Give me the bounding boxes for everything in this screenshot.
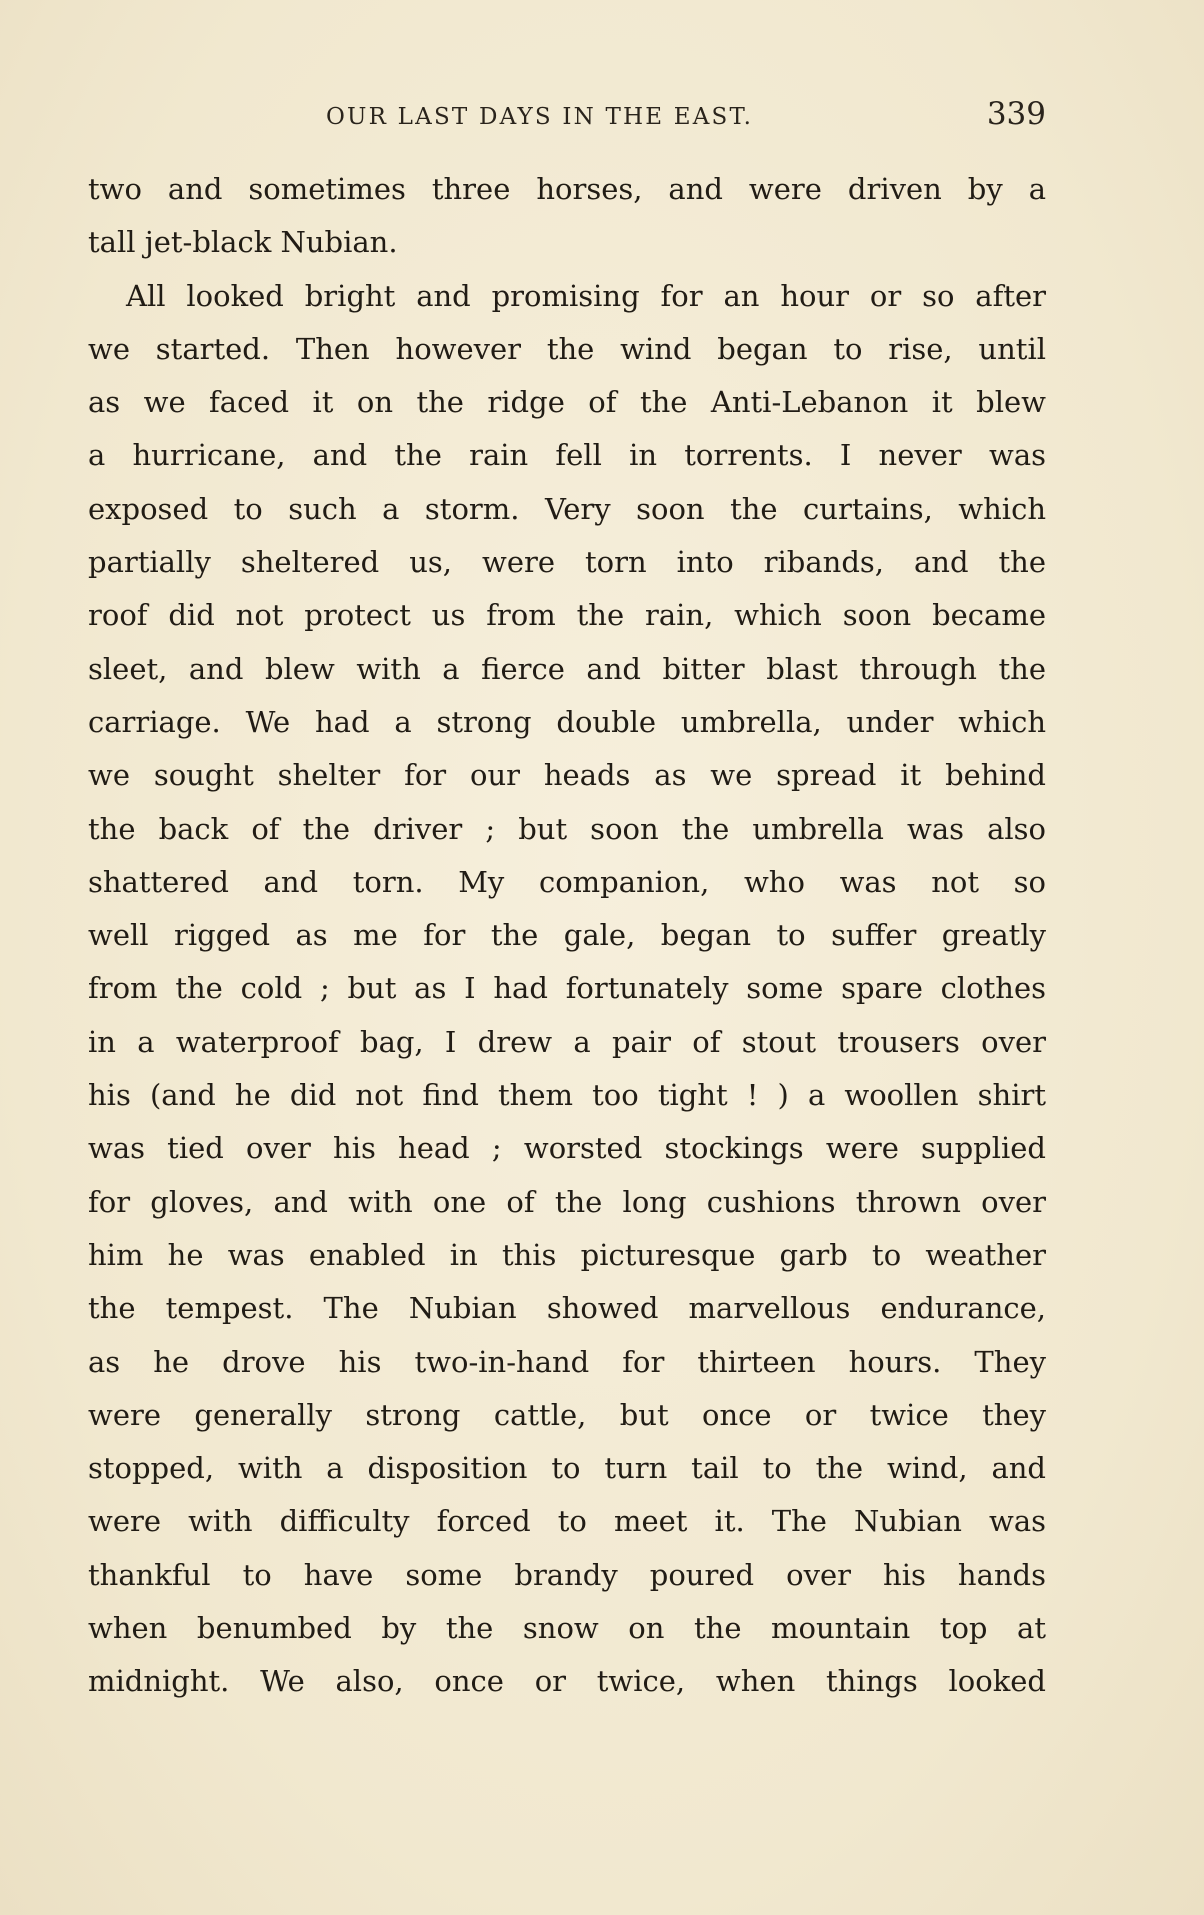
text-line: in a waterproof bag, I drew a pair of stout trousers over bbox=[88, 1024, 1046, 1059]
text-line: were with difficulty forced to meet it. The Nubian was bbox=[88, 1504, 1046, 1539]
page-header bbox=[88, 96, 1046, 140]
text-line: were generally strong cattle, but once or twice they bbox=[88, 1397, 1046, 1432]
text-line: stopped, with a disposition to turn tail to the wind, and bbox=[88, 1451, 1046, 1486]
running-head: OUR LAST DAYS IN THE EAST. bbox=[326, 104, 754, 130]
text-line: the back of the driver ; but soon the umbrella was also bbox=[88, 811, 1046, 846]
text-line: roof did not protect us from the rain, which soon became bbox=[88, 598, 1046, 633]
text-line: partially sheltered us, were torn into ribands, and the bbox=[88, 545, 1046, 580]
text-line: All looked bright and promising for an hour or so after bbox=[126, 278, 1046, 313]
text-line: his (and he did not find them too tight ! ) a woollen shirt bbox=[88, 1078, 1046, 1113]
text-line: a hurricane, and the rain fell in torrents. I never was bbox=[88, 438, 1046, 473]
text-line: two and sometimes three horses, and were driven by a bbox=[88, 172, 1046, 206]
text-line: from the cold ; but as I had fortunately some spare clothes bbox=[88, 971, 1046, 1006]
text-line: as we faced it on the ridge of the Anti-Lebanon it blew bbox=[88, 385, 1046, 420]
text-line: was tied over his head ; worsted stockings were supplied bbox=[88, 1131, 1046, 1166]
text-line: sleet, and blew with a fierce and bitter blast through the bbox=[88, 651, 1046, 686]
text-line: carriage. We had a strong double umbrella, under which bbox=[88, 704, 1046, 739]
text-line: midnight. We also, once or twice, when things looked bbox=[88, 1664, 1046, 1699]
text-line: exposed to such a storm. Very soon the curtains, which bbox=[88, 491, 1046, 526]
text-line: the tempest. The Nubian showed marvellous endurance, bbox=[88, 1291, 1046, 1326]
text-line: when benumbed by the snow on the mountain top at bbox=[88, 1611, 1046, 1646]
text-line: shattered and torn. My companion, who was not so bbox=[88, 864, 1046, 899]
text-line: tall jet-black Nubian. bbox=[88, 225, 398, 260]
text-line: we started. Then however the wind began to rise, until bbox=[88, 331, 1046, 366]
body-text bbox=[88, 163, 1046, 1709]
text-line: him he was enabled in this picturesque garb to weather bbox=[88, 1237, 1046, 1272]
text-line: as he drove his two-in-hand for thirteen hours. They bbox=[88, 1344, 1046, 1379]
text-line: well rigged as me for the gale, began to suffer greatly bbox=[88, 918, 1046, 953]
text-line: we sought shelter for our heads as we spread it behind bbox=[88, 758, 1046, 793]
page-number: 339 bbox=[986, 96, 1046, 132]
text-line: for gloves, and with one of the long cushions thrown over bbox=[88, 1184, 1046, 1219]
text-line: thankful to have some brandy poured over his hands bbox=[88, 1557, 1046, 1592]
